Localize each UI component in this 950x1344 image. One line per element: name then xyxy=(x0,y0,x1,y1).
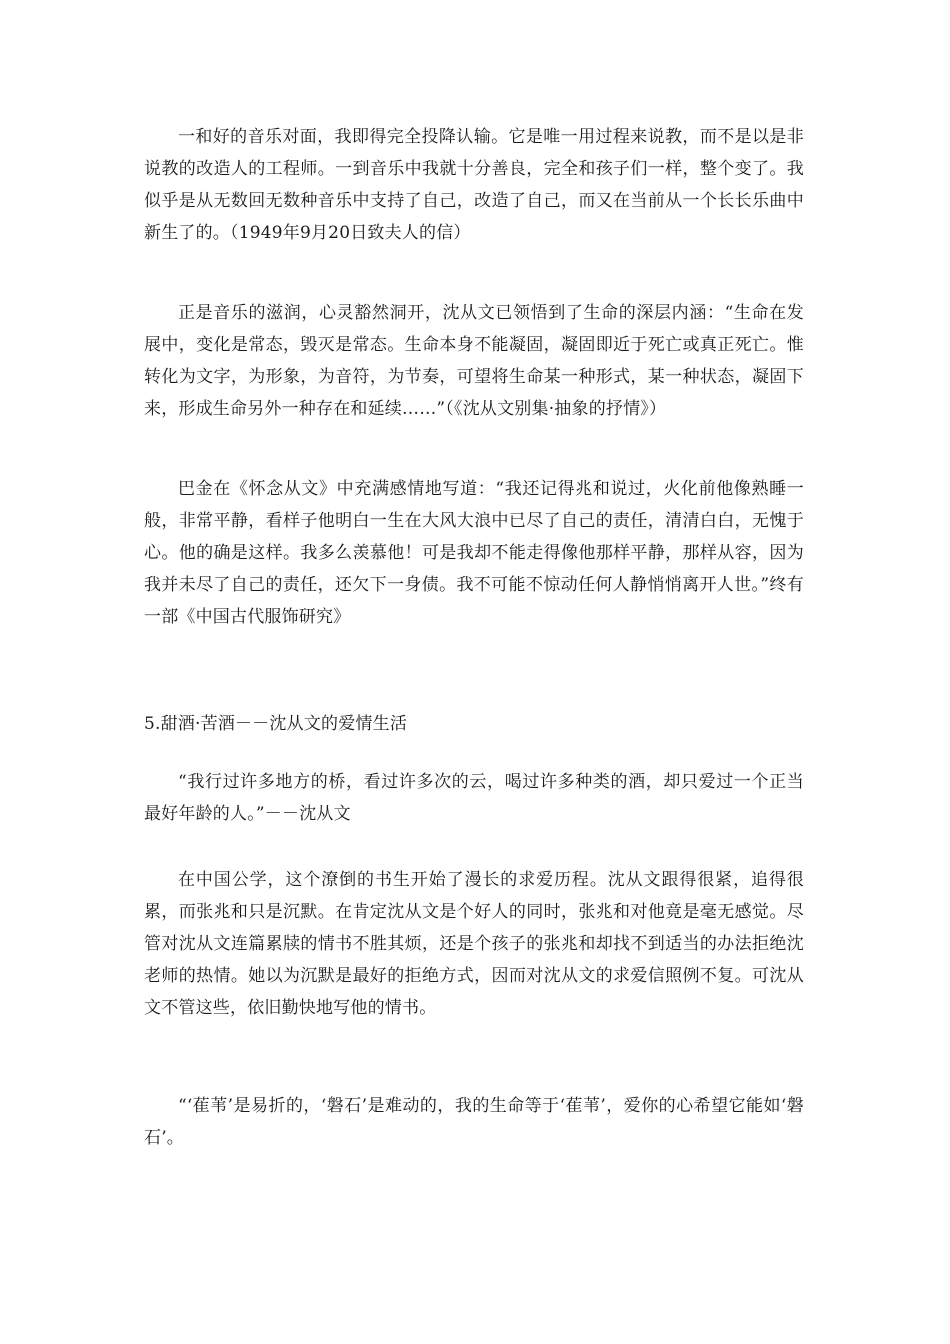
paragraph-quote-bridge: “我行过许多地方的桥，看过许多次的云，喝过许多种类的酒，却只爱过一个正当最好年龄的人。”－－沈从文 xyxy=(144,772,804,824)
paragraph-music-letter: 一和好的音乐对面，我即得完全投降认输。它是唯一用过程来说教，而不是以是非说教的改造人的工程师。一到音乐中我就十分善良，完全和孩子们一样，整个变了。我似乎是从无数回无数种音乐中支持了自己，改造了自己，而又在当前从一个长长乐曲中新生了的。（1949年9月20日致夫人的信） xyxy=(144,127,804,243)
paragraph-courtship: 在中国公学，这个潦倒的书生开始了漫长的求爱历程。沈从文跟得很紧，追得很累，而张兆和只是沉默。在肯定沈从文是个好人的同时，张兆和对他竟是毫无感觉。尽管对沈从文连篇累牍的情书不胜其烦，还是个孩子的张兆和却找不到适当的办法拒绝沈老师的热情。她以为沉默是最好的拒绝方式，因而对沈从文的求爱信照例不复。可沈从文不管这些，依旧勤快地写他的情书。 xyxy=(144,870,804,1018)
paragraph-reed-rock: “‘萑苇’是易折的，‘磐石’是难动的，我的生命等于‘萑苇’，爱你的心希望它能如‘磐石’。 xyxy=(144,1096,804,1148)
paragraph-bajin-memoir: 巴金在《怀念从文》中充满感情地写道：“我还记得兆和说过，火化前他像熟睡一般，非常平静，看样子他明白一生在大风大浪中已尽了自己的责任，清清白白，无愧于心。他的确是这样。我多么羡慕他！可是我却不能走得像他那样平静，那样从容，因为我并未尽了自己的责任，还欠下一身债。我不可能不惊动任何人静悄悄离开人世。”终有一部《中国古代服饰研究》 xyxy=(144,479,804,627)
section-heading: 5.甜酒·苦酒－－沈从文的爱情生活 xyxy=(144,714,408,734)
paragraph-life-meaning: 正是音乐的滋润，心灵豁然洞开，沈从文已领悟到了生命的深层内涵：“生命在发展中，变化是常态，毁灭是常态。生命本身不能凝固，凝固即近于死亡或真正死亡。惟转化为文字，为形象，为音符，为节奏，可望将生命某一种形式，某一种状态，凝固下来，形成生命另外一种存在和延续……”（《沈从文别集·抽象的抒情》） xyxy=(144,303,804,419)
